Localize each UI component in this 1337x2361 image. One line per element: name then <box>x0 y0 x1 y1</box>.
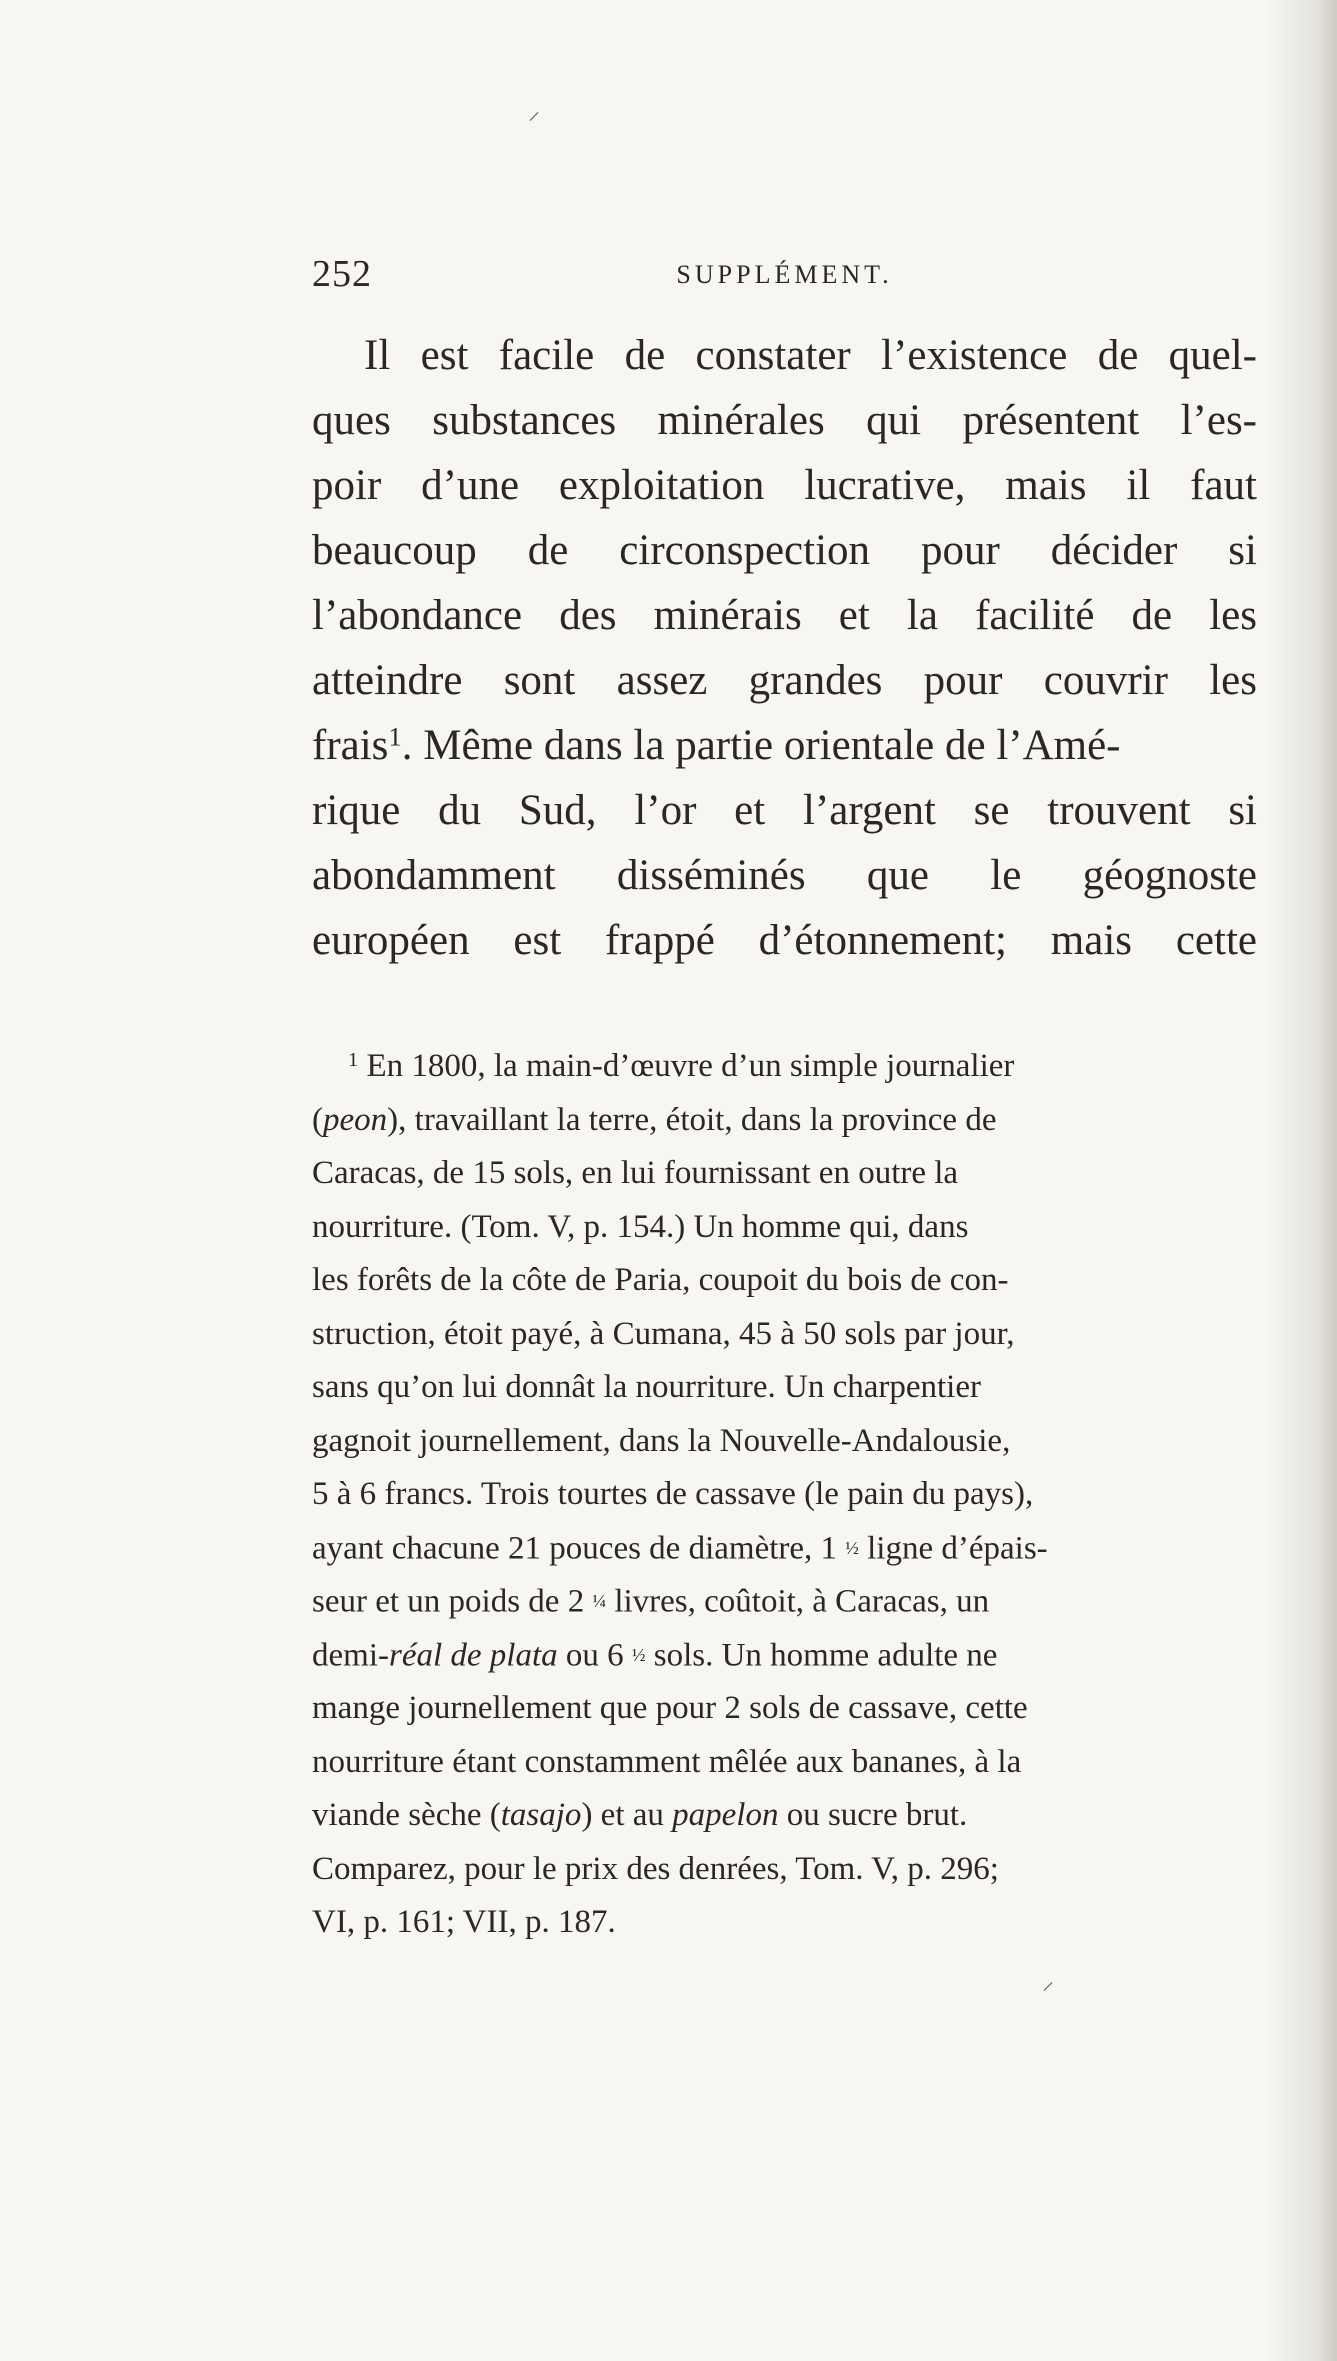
ink-speck: ⸝ <box>1042 1969 1054 1995</box>
footnote-line: nourriture. (Tom. V, p. 154.) Un homme qui, dans <box>312 1208 969 1245</box>
footnote-text-run: ) et au <box>581 1797 673 1833</box>
footnote-text-run: livres, coûtoit, à Caracas, un <box>606 1583 990 1620</box>
body-line: abondamment disséminés que le géognoste <box>312 852 1257 899</box>
footnote-line <box>312 1094 1257 1148</box>
body-line: rique du Sud, l’or et l’argent se trouvent si <box>312 787 1257 834</box>
footnote-line <box>312 1575 1257 1629</box>
fraction: ½ <box>845 1537 859 1558</box>
footnote-reference: 1 <box>388 721 402 752</box>
footnote-text-run: sols. Un homme adulte ne <box>645 1637 998 1674</box>
footnote-text-run: ou 6 <box>557 1637 632 1674</box>
body-line: l’abondance des minérais et la facilité de les <box>312 592 1257 639</box>
body-line: ques substances minérales qui présentent l’es- <box>312 397 1257 444</box>
body-line: poir d’une exploitation lucrative, mais il faut <box>312 462 1257 509</box>
body-line: européen est frappé d’étonnement; mais cette <box>312 917 1257 964</box>
footnote-line <box>312 1040 1257 1094</box>
footnote-line: 5 à 6 francs. Trois tourtes de cassave (le pain du pays), <box>312 1476 1034 1512</box>
footnote-line: nourriture étant constamment mêlée aux bananes, à la <box>312 1743 1022 1780</box>
body-line: atteindre sont assez grandes pour couvrir les <box>312 657 1257 704</box>
footnote-text-run: demi- <box>312 1637 389 1674</box>
footnote-line <box>312 1789 1257 1843</box>
body-text-run: . Même dans la partie orientale de l’Amé- <box>401 722 1121 769</box>
footnote-line: Comparez, pour le prix des denrées, Tom. V, p. 296; <box>312 1850 999 1887</box>
footnote-line <box>312 1522 1257 1576</box>
footnote-text-run: ), travaillant la terre, étoit, dans la province de <box>387 1101 997 1138</box>
body-line <box>312 713 1257 778</box>
footnote-text-run: ligne d’épais- <box>858 1530 1048 1567</box>
footnote-text-run: ayant chacune 21 pouces de diamètre, 1 <box>312 1530 846 1567</box>
footnote-marker: 1 <box>348 1048 359 1071</box>
footnote-text-run: viande sèche ( <box>312 1797 501 1833</box>
body-line: Il est facile de constater l’existence de quel- <box>364 332 1257 379</box>
fraction: ½ <box>631 1644 646 1665</box>
footnote-text-run: seur et un poids de 2 <box>312 1583 593 1620</box>
footnote-italic-run: tasajo <box>500 1797 582 1833</box>
footnote-italic-run: peon <box>323 1101 388 1138</box>
page-number: 252 <box>312 253 372 295</box>
footnote-line: Caracas, de 15 sols, en lui fournissant en outre la <box>312 1155 959 1191</box>
body-text-run: frais <box>312 722 389 769</box>
footnote-line: VI, p. 161; VII, p. 187. <box>312 1904 616 1940</box>
footnote-italic-run: réal de plata <box>388 1637 558 1674</box>
body-paragraph <box>312 323 1257 973</box>
footnote-text-run: ( <box>312 1101 323 1138</box>
footnote-italic-run: papelon <box>672 1797 779 1833</box>
footnote-line: mange journellement que pour 2 sols de cassave, cette <box>312 1690 1028 1726</box>
running-head <box>312 252 1257 302</box>
running-title: SUPPLÉMENT. <box>676 260 893 289</box>
footnote-text-run: ou sucre brut. <box>778 1797 968 1833</box>
ink-speck: ⸝ <box>528 99 540 125</box>
footnote-line <box>312 1629 1257 1683</box>
footnote-line: sans qu’on lui donnât la nourriture. Un charpentier <box>312 1369 981 1405</box>
fraction: ¼ <box>592 1591 607 1611</box>
footnote <box>312 1040 1257 1950</box>
footnote-line: struction, étoit payé, à Cumana, 45 à 50 sols par jour, <box>312 1315 1015 1352</box>
footnote-line: gagnoit journellement, dans la Nouvelle-Andalousie, <box>312 1422 1011 1459</box>
page-edge-shadow <box>1267 0 1337 2361</box>
footnote-text-run: En 1800, la main-d’œuvre d’un simple journalier <box>358 1048 1015 1084</box>
footnote-line: les forêts de la côte de Paria, coupoit du bois de con- <box>312 1262 1009 1298</box>
body-line: beaucoup de circonspection pour décider si <box>312 527 1257 574</box>
